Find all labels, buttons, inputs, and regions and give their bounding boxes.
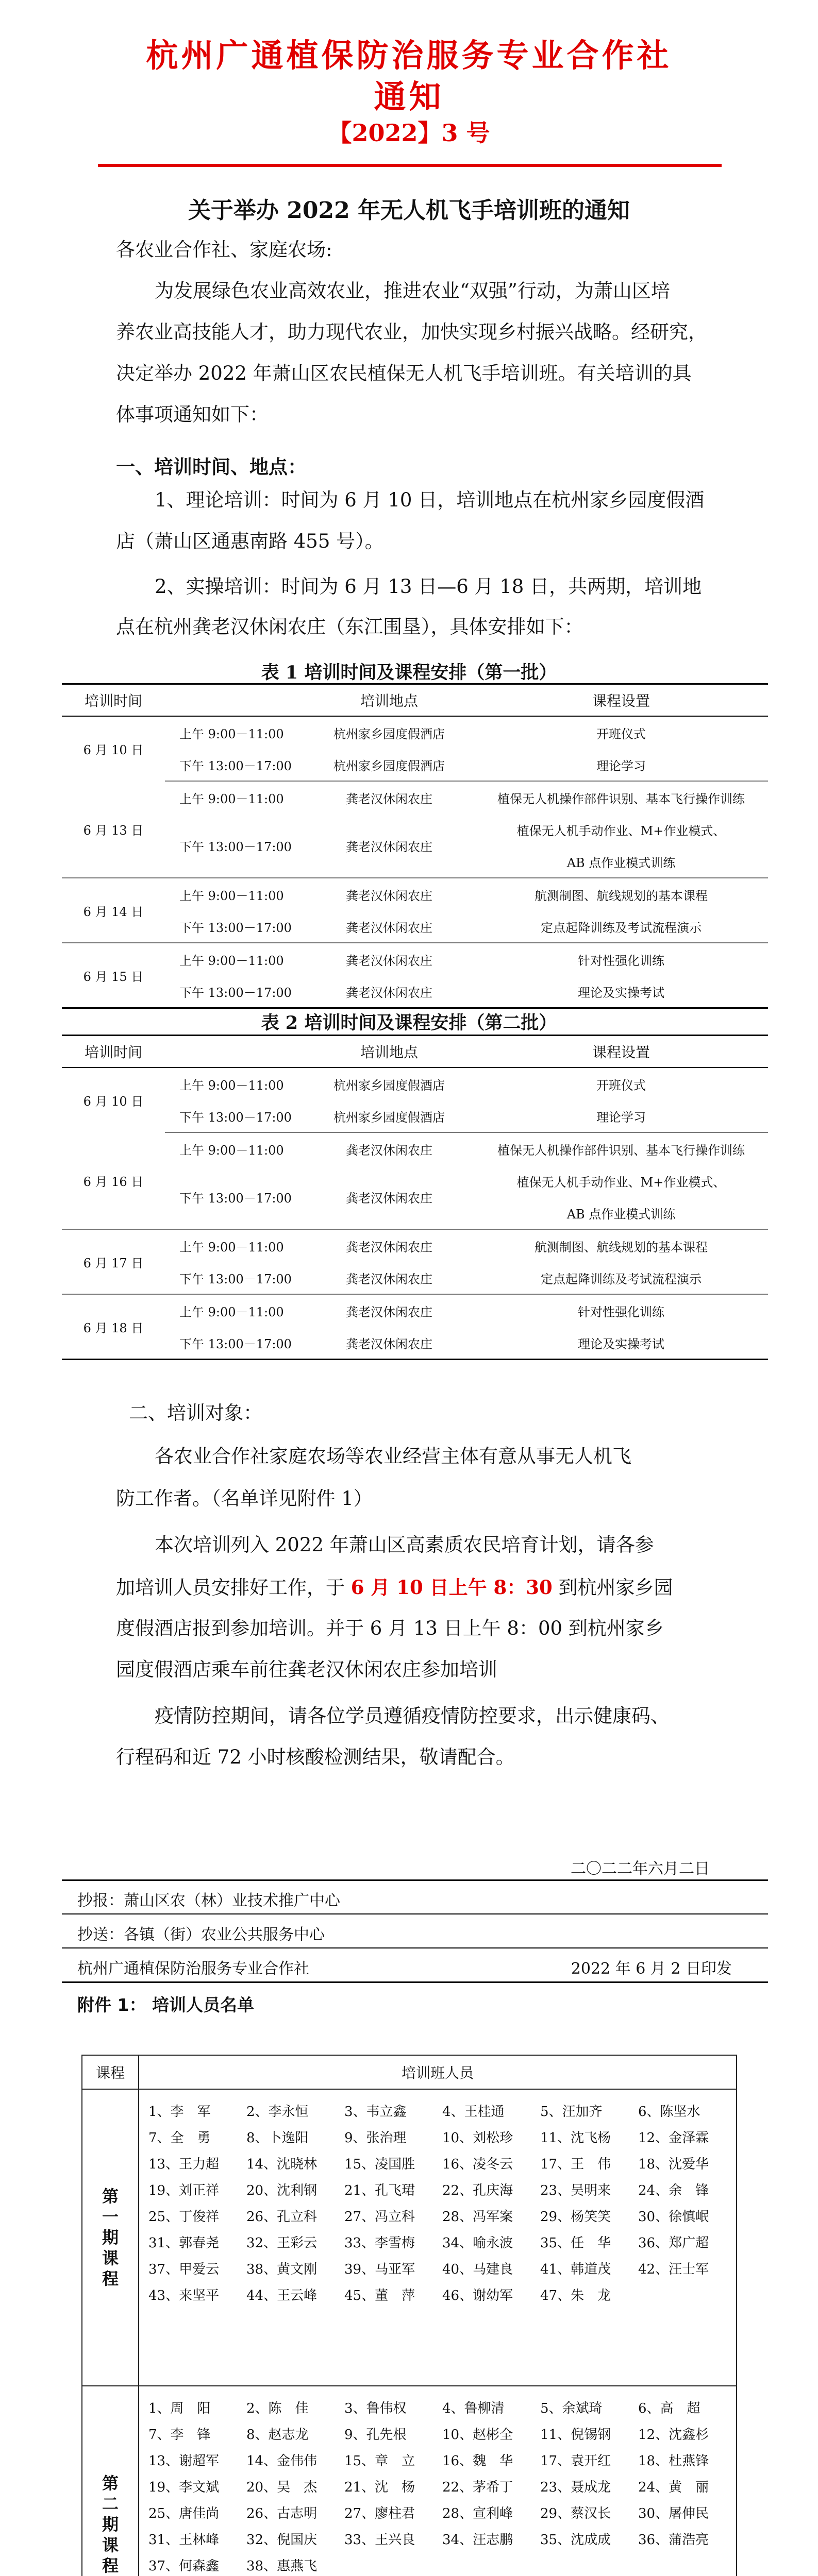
table-row bbox=[62, 749, 768, 781]
issuer: 杭州广通植保防治服务专业合作社 bbox=[77, 1960, 309, 1978]
course-cell: 植保无人机手动作业、M+作业模式、 bbox=[516, 1175, 726, 1190]
trainee-name: 20、沈利钢 bbox=[246, 2183, 318, 2198]
trainee-name: 25、丁俊祥 bbox=[148, 2209, 220, 2225]
date-cell: 6 月 16 日 bbox=[62, 1132, 165, 1229]
course-cell: 开班仪式 bbox=[596, 726, 646, 741]
trainee-name: 34、喻永波 bbox=[442, 2235, 513, 2251]
batch2-label-text: 第二期课程 bbox=[102, 2473, 119, 2575]
column-header: 课程 bbox=[82, 2055, 139, 2089]
trainee-name: 40、马建良 bbox=[442, 2262, 513, 2277]
table-row bbox=[62, 1100, 768, 1132]
section-heading: 二、培训对象： bbox=[129, 1402, 262, 1424]
course-cell: 定点起降训练及考试流程演示 bbox=[474, 910, 768, 943]
table-row bbox=[62, 1132, 768, 1165]
trainee-name: 10、赵彬全 bbox=[442, 2427, 513, 2443]
place-cell: 龚老汉休闲农庄 bbox=[304, 814, 474, 878]
plan-text: 加培训人员安排好工作，于 bbox=[116, 1577, 351, 1599]
course-cell: 理论学习 bbox=[474, 1100, 768, 1132]
column-header: 课程设置 bbox=[474, 684, 768, 717]
trainee-name: 8、赵志龙 bbox=[246, 2427, 309, 2443]
trainee-name: 36、郑广超 bbox=[638, 2235, 709, 2251]
table-row bbox=[62, 716, 768, 749]
trainee-name: 41、韩道茂 bbox=[540, 2262, 611, 2277]
table-row bbox=[62, 1262, 768, 1294]
footer-rule bbox=[62, 1913, 768, 1914]
time-slot: 下午 13:00－17:00 bbox=[165, 1100, 304, 1132]
time-slot: 下午 13:00－17:00 bbox=[165, 910, 304, 943]
batch1-label-text: 第一期课程 bbox=[102, 2187, 119, 2289]
batch-names bbox=[139, 2089, 737, 2386]
theory-line: 店（萧山区通惠南路 455 号）。 bbox=[116, 530, 384, 552]
course-cell: 航测制图、航线规划的基本课程 bbox=[535, 1240, 708, 1255]
attachment-title: 附件 1： 培训人员名单 bbox=[77, 1995, 254, 2015]
trainee-name: 28、宣利峰 bbox=[442, 2506, 513, 2521]
table-row bbox=[62, 943, 768, 975]
plan-line: 园度假酒店乘车前往龚老汉休闲农庄参加培训 bbox=[116, 1658, 497, 1681]
covid-line: 行程码和近 72 小时核酸检测结果，敬请配合。 bbox=[116, 1746, 515, 1768]
trainee-name: 36、蒲浩亮 bbox=[638, 2532, 709, 2548]
place-cell: 杭州家乡园度假酒店 bbox=[304, 749, 474, 781]
trainee-name: 27、冯立科 bbox=[344, 2209, 415, 2225]
column-header: 培训地点 bbox=[304, 684, 474, 717]
trainee-name: 24、余 锋 bbox=[638, 2183, 709, 2198]
place-cell: 龚老汉休闲农庄 bbox=[304, 1327, 474, 1360]
trainee-name: 30、屠伸民 bbox=[638, 2506, 709, 2521]
issuer-row bbox=[77, 1956, 753, 1978]
trainee-name: 22、孔庆海 bbox=[442, 2183, 513, 2198]
course-cell: AB 点作业模式训练 bbox=[474, 845, 768, 878]
time-slot: 上午 9:00－11:00 bbox=[179, 726, 284, 741]
place-cell: 杭州家乡园度假酒店 bbox=[333, 726, 445, 741]
org-title: 杭州广通植保防治服务专业合作社 bbox=[146, 37, 672, 74]
table-row bbox=[62, 975, 768, 1008]
plan-line: 度假酒店报到参加培训。并于 6 月 13 日上午 8：00 到杭州家乡 bbox=[116, 1617, 664, 1639]
name-grid-batch2 bbox=[148, 2396, 736, 2576]
column-header bbox=[165, 1036, 304, 1068]
batch-label bbox=[82, 2089, 139, 2386]
trainee-name: 1、李 军 bbox=[148, 2104, 211, 2120]
trainee-name: 5、汪加齐 bbox=[540, 2104, 603, 2120]
plan-line bbox=[116, 1568, 673, 1607]
trainee-name: 24、黄 丽 bbox=[638, 2480, 709, 2495]
target-line: 防工作者。（名单详见附件 1） bbox=[116, 1487, 373, 1510]
time-slot: 下午 13:00－17:00 bbox=[165, 749, 304, 781]
report-time-highlight: 6 月 10 日上午 8：30 bbox=[350, 1576, 553, 1599]
time-slot: 上午 9:00－11:00 bbox=[179, 1143, 284, 1158]
trainee-name: 15、凌国胜 bbox=[344, 2157, 415, 2172]
trainee-name: 47、朱 龙 bbox=[540, 2288, 611, 2303]
trainee-name: 6、陈坚水 bbox=[638, 2104, 700, 2120]
column-header bbox=[165, 684, 304, 717]
course-cell: 针对性强化训练 bbox=[578, 1304, 664, 1319]
trainee-name: 19、李文斌 bbox=[148, 2480, 220, 2495]
course-cell: 航测制图、航线规划的基本课程 bbox=[535, 888, 708, 903]
date-cell: 6 月 13 日 bbox=[62, 781, 165, 878]
time-slot: 上午 9:00－11:00 bbox=[179, 1240, 284, 1255]
column-header: 培训时间 bbox=[62, 1036, 165, 1068]
trainee-name: 30、徐慎岷 bbox=[638, 2209, 709, 2225]
course-cell: AB 点作业模式训练 bbox=[474, 1197, 768, 1229]
theory-line: 1、理论培训：时间为 6 月 10 日，培训地点在杭州家乡园度假酒 bbox=[155, 489, 705, 511]
course-cell: 理论及实操考试 bbox=[474, 975, 768, 1008]
batch-label bbox=[82, 2386, 139, 2576]
cc-send: 抄送：各镇（街）农业公共服务中心 bbox=[77, 1926, 325, 1944]
batch-names bbox=[139, 2386, 737, 2576]
table-row bbox=[62, 910, 768, 943]
date-cell: 6 月 10 日 bbox=[83, 1094, 144, 1109]
course-cell: 理论学习 bbox=[474, 749, 768, 781]
trainee-name: 2、李永恒 bbox=[246, 2104, 309, 2120]
trainee-name: 38、黄文刚 bbox=[246, 2262, 318, 2277]
place-cell: 龚老汉休闲农庄 bbox=[304, 910, 474, 943]
intro-line: 养农业高技能人才，助力现代农业，加快实现乡村振兴战略。经研究， bbox=[116, 321, 707, 343]
trainee-name: 35、任 华 bbox=[540, 2235, 611, 2251]
intro-line: 体事项通知如下： bbox=[116, 403, 269, 426]
cc-report: 抄报：萧山区农（林）业技术推广中心 bbox=[77, 1892, 340, 1910]
trainee-name: 12、金泽霖 bbox=[638, 2130, 709, 2146]
table-row bbox=[82, 2386, 737, 2576]
table-row bbox=[62, 1294, 768, 1327]
red-divider bbox=[98, 164, 722, 167]
trainee-name: 16、魏 华 bbox=[442, 2453, 513, 2469]
trainee-name: 28、冯军案 bbox=[442, 2209, 513, 2225]
document-number: 【2022】3 号 bbox=[328, 119, 490, 147]
trainee-name: 31、郭春尧 bbox=[148, 2235, 220, 2251]
footer-rule bbox=[62, 1879, 768, 1881]
trainee-name: 7、全 勇 bbox=[148, 2130, 211, 2146]
trainee-name: 39、马亚军 bbox=[344, 2262, 415, 2277]
trainee-name: 29、杨笑笑 bbox=[540, 2209, 611, 2225]
trainee-name: 34、汪志鹏 bbox=[442, 2532, 513, 2548]
time-slot: 下午 13:00－17:00 bbox=[165, 1327, 304, 1360]
trainee-name: 14、金伟伟 bbox=[246, 2453, 318, 2469]
trainee-name: 21、孔飞珺 bbox=[344, 2183, 415, 2198]
trainee-name: 45、董 萍 bbox=[344, 2288, 415, 2303]
time-slot: 下午 13:00－17:00 bbox=[165, 1262, 304, 1294]
place-cell: 龚老汉休闲农庄 bbox=[304, 1165, 474, 1229]
notice-label: 通知 bbox=[374, 78, 444, 115]
trainee-name: 8、卜逸阳 bbox=[246, 2130, 309, 2146]
trainee-name: 23、聂成龙 bbox=[540, 2480, 611, 2495]
time-slot: 上午 9:00－11:00 bbox=[179, 953, 284, 968]
sign-date: 二〇二二年六月二日 bbox=[571, 1860, 710, 1878]
issue-date: 2022 年 6 月 2 日印发 bbox=[571, 1960, 732, 1978]
trainee-name: 33、王兴良 bbox=[344, 2532, 415, 2548]
practice-line: 2、实操培训：时间为 6 月 13 日—6 月 18 日，共两期，培训地 bbox=[155, 575, 702, 598]
trainee-name: 21、沈 杨 bbox=[344, 2480, 415, 2495]
trainee-name: 13、王力超 bbox=[148, 2157, 220, 2172]
trainee-name: 6、高 超 bbox=[638, 2401, 700, 2416]
schedule-table-2 bbox=[62, 1035, 768, 1360]
practice-line: 点在杭州龚老汉休闲农庄（东江围垦），具体安排如下： bbox=[116, 616, 583, 638]
trainee-name: 32、王彩云 bbox=[246, 2235, 318, 2251]
table2-caption: 表 2 培训时间及课程安排（第二批） bbox=[261, 1012, 557, 1033]
time-slot: 下午 13:00－17:00 bbox=[165, 814, 304, 878]
place-cell: 杭州家乡园度假酒店 bbox=[333, 1078, 445, 1093]
date-cell: 6 月 17 日 bbox=[62, 1229, 165, 1294]
table1-caption: 表 1 培训时间及课程安排（第一批） bbox=[261, 662, 557, 683]
footer-rule bbox=[62, 1947, 768, 1948]
trainee-name: 23、吴明来 bbox=[540, 2183, 611, 2198]
table-row bbox=[82, 2089, 737, 2386]
trainee-name: 16、凌冬云 bbox=[442, 2157, 513, 2172]
date-cell: 6 月 18 日 bbox=[62, 1294, 165, 1360]
trainee-name: 11、倪锡钢 bbox=[540, 2427, 611, 2443]
trainee-name: 17、王 伟 bbox=[540, 2157, 611, 2172]
section-heading: 一、培训时间、地点： bbox=[116, 456, 307, 478]
intro-line: 决定举办 2022 年萧山区农民植保无人机飞手培训班。有关培训的具 bbox=[116, 362, 692, 384]
trainee-name: 20、吴 杰 bbox=[246, 2480, 318, 2495]
trainee-name: 4、鲁柳清 bbox=[442, 2401, 505, 2416]
trainee-name: 18、沈爱华 bbox=[638, 2157, 709, 2172]
trainee-name: 9、孔先根 bbox=[344, 2427, 407, 2443]
place-cell: 龚老汉休闲农庄 bbox=[304, 975, 474, 1008]
trainee-name: 43、来坚平 bbox=[148, 2288, 220, 2303]
place-cell: 龚老汉休闲农庄 bbox=[346, 953, 432, 968]
trainee-name: 19、刘正祥 bbox=[148, 2183, 220, 2198]
trainee-name: 2、陈 佳 bbox=[246, 2401, 309, 2416]
course-cell: 针对性强化训练 bbox=[578, 953, 664, 968]
time-slot: 下午 13:00－17:00 bbox=[165, 975, 304, 1008]
table-row bbox=[62, 878, 768, 910]
place-cell: 龚老汉休闲农庄 bbox=[304, 1262, 474, 1294]
date-cell: 6 月 15 日 bbox=[62, 943, 165, 1008]
column-header: 课程设置 bbox=[474, 1036, 768, 1068]
plan-line: 本次培训列入 2022 年萧山区高素质农民培育计划，请各参 bbox=[155, 1534, 654, 1556]
trainee-name: 29、蔡汉长 bbox=[540, 2506, 611, 2521]
trainee-name: 37、甲爱云 bbox=[148, 2262, 220, 2277]
trainee-name: 46、谢幼军 bbox=[442, 2288, 513, 2303]
trainee-name: 5、余斌琦 bbox=[540, 2401, 603, 2416]
intro-line: 为发展绿色农业高效农业，推进农业“双强”行动，为萧山区培 bbox=[155, 280, 670, 302]
course-cell: 理论及实操考试 bbox=[474, 1327, 768, 1360]
trainee-name: 3、鲁伟权 bbox=[344, 2401, 407, 2416]
time-slot: 上午 9:00－11:00 bbox=[179, 888, 284, 903]
column-header: 培训时间 bbox=[62, 684, 165, 717]
trainee-name: 27、廖柱君 bbox=[344, 2506, 415, 2521]
target-line: 各农业合作社家庭农场等农业经营主体有意从事无人机飞 bbox=[155, 1445, 631, 1467]
table-row bbox=[62, 814, 768, 845]
trainee-name: 26、古志明 bbox=[246, 2506, 318, 2521]
place-cell: 龚老汉休闲农庄 bbox=[346, 1143, 432, 1158]
trainee-name: 11、沈飞杨 bbox=[540, 2130, 611, 2146]
trainee-name: 22、茅希丁 bbox=[442, 2480, 513, 2495]
time-slot: 下午 13:00－17:00 bbox=[165, 1165, 304, 1229]
place-cell: 龚老汉休闲农庄 bbox=[346, 1304, 432, 1319]
footer-rule bbox=[62, 1981, 768, 1983]
trainee-name: 32、倪国庆 bbox=[246, 2532, 318, 2548]
trainee-name: 25、唐佳尚 bbox=[148, 2506, 220, 2521]
name-grid-batch1 bbox=[148, 2099, 736, 2309]
trainee-name: 7、李 锋 bbox=[148, 2427, 211, 2443]
column-header: 培训班人员 bbox=[139, 2055, 737, 2089]
trainee-name: 42、汪士军 bbox=[638, 2262, 709, 2277]
schedule-table-1 bbox=[62, 683, 768, 1009]
trainee-name: 35、沈成成 bbox=[540, 2532, 611, 2548]
trainee-name: 4、王桂通 bbox=[442, 2104, 505, 2120]
trainee-name: 1、周 阳 bbox=[148, 2401, 211, 2416]
course-cell: 定点起降训练及考试流程演示 bbox=[474, 1262, 768, 1294]
date-cell: 6 月 14 日 bbox=[62, 878, 165, 943]
table-row bbox=[62, 1165, 768, 1197]
covid-line: 疫情防控期间，请各位学员遵循疫情防控要求，出示健康码、 bbox=[155, 1705, 670, 1727]
trainee-name: 14、沈晓林 bbox=[246, 2157, 318, 2172]
column-header: 培训地点 bbox=[304, 1036, 474, 1068]
trainee-name: 13、谢超军 bbox=[148, 2453, 220, 2469]
plan-text: 到杭州家乡园 bbox=[552, 1577, 673, 1599]
trainee-name: 12、沈鑫杉 bbox=[638, 2427, 709, 2443]
trainee-name: 37、何森鑫 bbox=[148, 2558, 220, 2574]
trainee-name: 26、孔立科 bbox=[246, 2209, 318, 2225]
trainee-name: 33、李雪梅 bbox=[344, 2235, 415, 2251]
time-slot: 上午 9:00－11:00 bbox=[179, 791, 284, 806]
course-cell: 植保无人机操作部件识别、基本飞行操作训练 bbox=[497, 791, 745, 806]
place-cell: 龚老汉休闲农庄 bbox=[346, 888, 432, 903]
table-row bbox=[62, 781, 768, 814]
course-cell: 植保无人机操作部件识别、基本飞行操作训练 bbox=[497, 1143, 745, 1158]
date-cell: 6 月 10 日 bbox=[83, 743, 144, 757]
place-cell: 龚老汉休闲农庄 bbox=[346, 1240, 432, 1255]
table-row bbox=[62, 1229, 768, 1262]
trainee-name: 44、王云峰 bbox=[246, 2288, 318, 2303]
roster-table bbox=[81, 2055, 737, 2576]
trainee-name: 9、张治理 bbox=[344, 2130, 407, 2146]
trainee-name: 18、杜燕锋 bbox=[638, 2453, 709, 2469]
salutation: 各农业合作社、家庭农场: bbox=[116, 239, 332, 261]
table-row bbox=[62, 1067, 768, 1100]
trainee-name: 38、惠燕飞 bbox=[246, 2558, 318, 2574]
place-cell: 杭州家乡园度假酒店 bbox=[304, 1100, 474, 1132]
notice-title: 关于举办 2022 年无人机飞手培训班的通知 bbox=[188, 197, 630, 224]
trainee-name: 3、韦立鑫 bbox=[344, 2104, 407, 2120]
course-cell: 开班仪式 bbox=[596, 1078, 646, 1093]
trainee-name: 10、刘松珍 bbox=[442, 2130, 513, 2146]
time-slot: 上午 9:00－11:00 bbox=[179, 1078, 284, 1093]
place-cell: 龚老汉休闲农庄 bbox=[346, 791, 432, 806]
course-cell: 植保无人机手动作业、M+作业模式、 bbox=[516, 823, 726, 838]
trainee-name: 17、袁开红 bbox=[540, 2453, 611, 2469]
trainee-name: 31、王林峰 bbox=[148, 2532, 220, 2548]
table-row bbox=[62, 1327, 768, 1360]
trainee-name: 15、章 立 bbox=[344, 2453, 415, 2469]
time-slot: 上午 9:00－11:00 bbox=[179, 1304, 284, 1319]
